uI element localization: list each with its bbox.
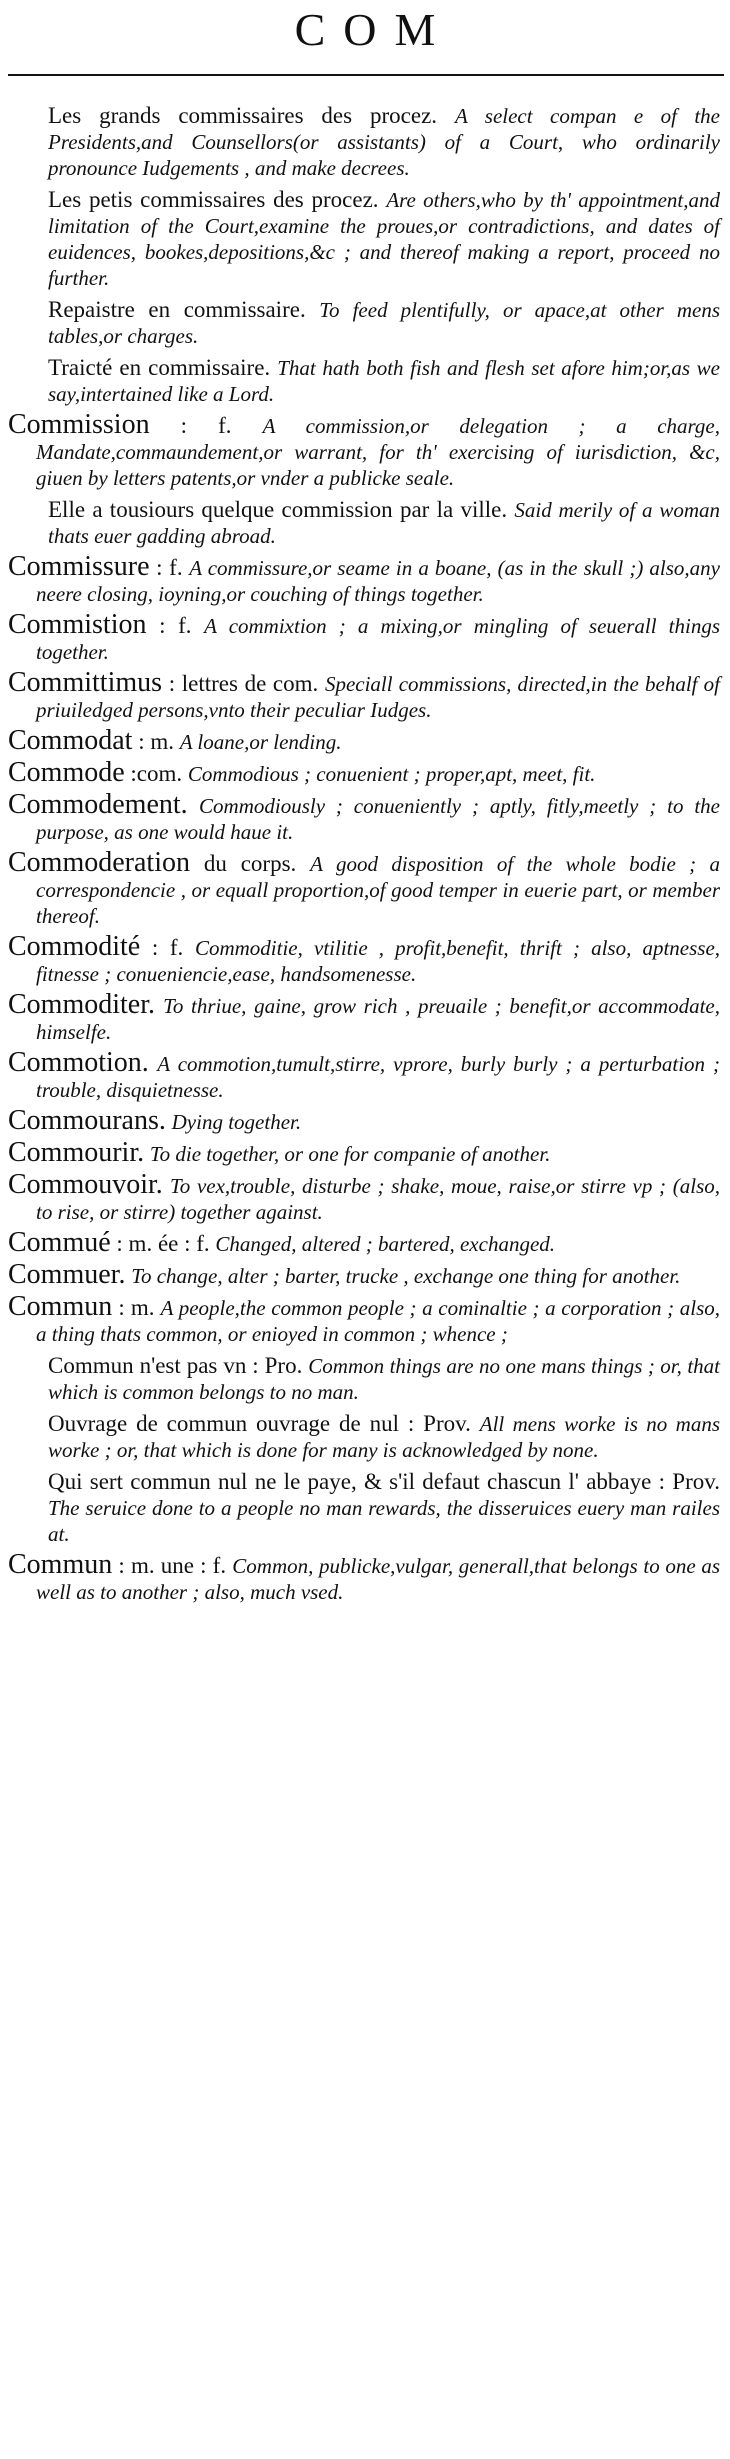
entry-headword: Commoderation	[8, 847, 190, 878]
entry-headword: Commodité	[8, 931, 141, 962]
entry-french: du corps.	[203, 851, 297, 876]
entry-french: :com.	[130, 761, 183, 786]
entry-english: Dying together.	[171, 1110, 302, 1134]
dictionary-entry	[8, 186, 720, 291]
entry-english: Changed, altered ; bartered, exchanged.	[215, 1232, 556, 1256]
entry-headword: Commode	[8, 757, 125, 788]
entry-french: Ouvrage de commun ouvrage de nul : Prov.	[48, 1411, 471, 1436]
dictionary-entry	[8, 409, 720, 491]
entry-headword: Commission	[8, 409, 150, 440]
entry-french: Traicté en commissaire.	[48, 355, 271, 380]
dictionary-entry	[8, 1169, 720, 1225]
entry-english: A commixtion ; a mixing,or mingling of seuerall things together.	[36, 614, 721, 664]
entry-french: Repaistre en commissaire.	[48, 297, 306, 322]
dictionary-entry	[8, 1352, 720, 1405]
header-rule	[8, 74, 724, 76]
entry-english: A commission,or delegation ; a charge, Mandate,commaundement,or warrant, for th' exercising of iurisdiction, &c, giuen by letters patents,or vnder a publicke seale.	[36, 414, 720, 490]
entry-headword: Commourir.	[8, 1137, 145, 1168]
entry-french: : f.	[151, 935, 184, 960]
entry-english: Common, publicke,vulgar, generall,that belongs to one as well as to another ; also, much vsed.	[36, 1554, 721, 1604]
dictionary-entry	[8, 102, 720, 181]
entry-french: : f.	[180, 413, 232, 438]
dictionary-entry	[8, 847, 721, 929]
running-head: COM	[294, 4, 454, 55]
entry-english: Commodiously ; conueniently ; aptly, fitly,meetly ; to the purpose, as one would haue it.	[36, 794, 721, 844]
entry-headword: Commourans.	[8, 1105, 166, 1136]
dictionary-entry	[8, 1047, 721, 1103]
entry-headword: Commuer.	[8, 1259, 126, 1290]
entry-english: To vex,trouble, disturbe ; shake, moue, raise,or stirre vp ; (also, to rise, or stirre) together against.	[36, 1174, 720, 1224]
page-header	[0, 0, 730, 62]
entry-english: To die together, or one for companie of another.	[149, 1142, 551, 1166]
dictionary-entry	[8, 989, 720, 1045]
entry-english: Commodious ; conuenient ; proper,apt, meet, fit.	[187, 762, 596, 786]
entry-english: A loane,or lending.	[179, 730, 342, 754]
entry-french: : m.	[138, 729, 174, 754]
entry-french: Qui sert commun nul ne le paye, & s'il defaut chascun l' abbaye : Prov.	[48, 1469, 720, 1494]
entry-headword: Committimus	[8, 667, 163, 698]
entry-french: Les petis commissaires des procez.	[48, 187, 379, 212]
dictionary-entry	[8, 725, 720, 756]
dictionary-entry	[8, 1259, 720, 1290]
entry-french: : m. ée : f.	[116, 1231, 210, 1256]
entry-english: A select compan e of the Presidents,and Counsellors(or assistants) of a Court, who ordinarily pronounce Iudgements , and make decrees.	[48, 104, 720, 180]
entry-english: A people,the common people ; a cominaltie ; a corporation ; also, a thing thats common, or enioyed in common ; whence ;	[36, 1296, 721, 1346]
dictionary-entry	[8, 667, 721, 723]
entry-headword: Commun	[8, 1291, 113, 1322]
dictionary-entry	[8, 1227, 720, 1258]
entry-headword: Commodement.	[8, 789, 188, 820]
dictionary-entry	[8, 496, 720, 549]
entry-headword: Commoditer.	[8, 989, 155, 1020]
entry-french: : f.	[159, 613, 192, 638]
entry-french: : m.	[118, 1295, 155, 1320]
entry-english: A commotion,tumult,stirre, vprore, burly burly ; a perturbation ; trouble, disquietnesse.	[36, 1052, 721, 1102]
dictionary-entry	[8, 1137, 720, 1168]
dictionary-entry	[8, 1105, 720, 1136]
dictionary-entry	[8, 931, 721, 987]
dictionary-entry	[8, 789, 721, 845]
entry-english: A commissure,or seame in a boane, (as in the skull ;) also,any neere closing, ioyning,or couching of things together.	[36, 556, 720, 606]
entry-headword: Commué	[8, 1227, 111, 1258]
entry-french: Elle a tousiours quelque commission par la ville.	[48, 497, 508, 522]
entry-headword: Commissure	[8, 551, 150, 582]
entry-french: Les grands commissaires des procez.	[48, 103, 438, 128]
dictionary-entry	[8, 551, 720, 607]
entry-english: That hath both fish and flesh set afore him;or,as we say,intertained like a Lord.	[48, 356, 721, 406]
entry-french: Commun n'est pas vn : Pro.	[48, 1353, 303, 1378]
entry-english: To feed plentifully, or apace,at other mens tables,or charges.	[48, 298, 721, 348]
dictionary-entry	[8, 354, 720, 407]
entry-english: Commoditie, vtilitie , profit,benefit, thrift ; also, aptnesse, fitnesse ; conueniencie,ease, handsomenesse.	[36, 936, 721, 986]
entry-english: A good disposition of the whole bodie ; a correspondencie , or equall proportion,of good temper in euerie part, or member thereof.	[36, 852, 721, 928]
dictionary-entry	[8, 1410, 720, 1463]
dictionary-entries	[8, 102, 720, 1610]
dictionary-entry	[8, 296, 720, 349]
entry-french: : f.	[156, 555, 183, 580]
entry-french: : lettres de com.	[168, 671, 319, 696]
entry-english: Are others,who by th' appointment,and limitation of the Court,examine the proues,or contradictions, and dates of euidences, bookes,depositions,&c ; and thereof making a report, proceed no further.	[48, 188, 721, 290]
entry-english: To change, alter ; barter, trucke , exchange one thing for another.	[131, 1264, 681, 1288]
entry-english: Common things are no one mans things ; or, that which is common belongs to no man.	[48, 1354, 720, 1404]
entry-english: Speciall commissions, directed,in the behalf of priuiledged persons,vnto their peculiar Iudges.	[36, 672, 721, 722]
dictionary-entry	[8, 757, 720, 788]
entry-english: Said merily of a woman thats euer gadding abroad.	[48, 498, 720, 548]
entry-headword: Commotion.	[8, 1047, 149, 1078]
entry-english: To thriue, gaine, grow rich , preuaile ; benefit,or accommodate, himselfe.	[36, 994, 720, 1044]
dictionary-entry	[8, 1549, 721, 1605]
entry-headword: Commouvoir.	[8, 1169, 163, 1200]
entry-english: All mens worke is no mans worke ; or, that which is done for many is acknowledged by none.	[48, 1412, 720, 1462]
entry-english: The seruice done to a people no man rewards, the disseruices euery man railes at.	[48, 1496, 720, 1546]
entry-headword: Commistion	[8, 609, 147, 640]
dictionary-entry	[8, 1468, 720, 1547]
entry-headword: Commodat	[8, 725, 133, 756]
entry-headword: Commun	[8, 1549, 113, 1580]
dictionary-entry	[8, 1291, 721, 1347]
entry-french: : m. une : f.	[118, 1553, 227, 1578]
dictionary-entry	[8, 609, 721, 665]
